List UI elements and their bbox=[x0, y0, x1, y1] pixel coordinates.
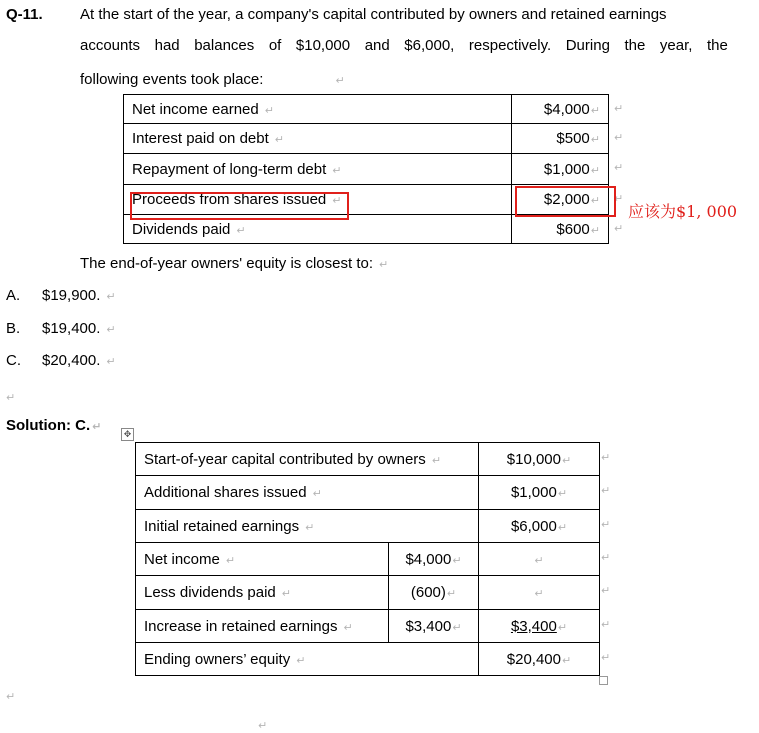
option-letter: A. bbox=[6, 287, 21, 304]
paragraph-mark-icon: ↵ bbox=[379, 259, 389, 271]
solution-row bbox=[136, 476, 600, 510]
solution-label: Additional shares issued bbox=[144, 484, 307, 501]
solution-label: Less dividends paid bbox=[144, 584, 276, 601]
paragraph-mark-icon: ↵ bbox=[236, 224, 246, 237]
question-line-2 bbox=[80, 37, 728, 54]
paragraph-mark-icon: ↵ bbox=[452, 554, 462, 567]
event-amount: $4,000 bbox=[543, 100, 590, 118]
paragraph-mark-icon: ↵ bbox=[106, 356, 116, 368]
paragraph-mark-icon: ↵ bbox=[534, 588, 544, 600]
event-amount: $500 bbox=[556, 130, 590, 147]
row-end-mark-icon: ↵ bbox=[614, 132, 624, 144]
paragraph-mark-icon: ↵ bbox=[305, 521, 315, 534]
question-prompt-text: The end-of-year owners' equity is closest to: bbox=[80, 255, 373, 272]
event-amount-cell bbox=[512, 95, 609, 124]
paragraph-mark-icon: ↵ bbox=[557, 488, 568, 500]
solution-label: Ending owners’ equity bbox=[144, 650, 291, 668]
question-word: $10,000 bbox=[295, 37, 351, 54]
paragraph-mark-icon: ↵ bbox=[557, 521, 568, 534]
paragraph-mark-icon: ↵ bbox=[590, 104, 600, 117]
question-word: During bbox=[565, 37, 610, 54]
option-value: $20,400. bbox=[42, 352, 101, 369]
paragraph-mark-icon: ↵ bbox=[335, 75, 345, 87]
events-table bbox=[123, 94, 609, 244]
question-number: Q-11. bbox=[6, 6, 43, 23]
solution-right-cell bbox=[479, 476, 600, 510]
question-word: and bbox=[364, 37, 390, 54]
paragraph-mark-icon: ↵ bbox=[562, 454, 572, 467]
solution-right-cell bbox=[479, 543, 600, 576]
event-row bbox=[124, 154, 609, 185]
solution-title-text: Solution: C. bbox=[6, 417, 91, 434]
paragraph-mark-icon: ↵ bbox=[557, 621, 568, 634]
solution-table bbox=[135, 442, 600, 676]
event-label-cell bbox=[124, 95, 512, 124]
paragraph-mark-icon: ↵ bbox=[258, 720, 268, 732]
solution-row bbox=[136, 576, 600, 610]
paragraph-mark-icon: ↵ bbox=[431, 454, 442, 467]
solution-row bbox=[136, 610, 600, 643]
event-label: Dividends paid bbox=[132, 220, 231, 238]
paragraph-mark-icon: ↵ bbox=[446, 588, 457, 600]
solution-right-cell bbox=[479, 576, 600, 610]
event-amount: $1,000 bbox=[543, 160, 590, 178]
paragraph-mark-icon: ↵ bbox=[343, 621, 353, 634]
solution-right-value: $20,400 bbox=[506, 650, 561, 668]
paragraph-mark-icon: ↵ bbox=[6, 392, 16, 404]
solution-label: Initial retained earnings bbox=[144, 517, 300, 535]
solution-right-cell bbox=[479, 643, 600, 676]
solution-mid-cell bbox=[389, 576, 479, 610]
paragraph-mark-icon: ↵ bbox=[452, 621, 462, 634]
solution-label: Increase in retained earnings bbox=[144, 617, 338, 635]
paragraph-mark-icon: ↵ bbox=[274, 134, 284, 146]
option-value: $19,400. bbox=[42, 320, 101, 337]
row-end-mark-icon: ↵ bbox=[614, 193, 624, 205]
row-end-mark-icon: ↵ bbox=[614, 162, 624, 174]
question-prompt bbox=[80, 255, 388, 272]
paragraph-mark-icon: ↵ bbox=[264, 104, 274, 117]
solution-label-cell bbox=[136, 543, 389, 576]
solution-mid-value: (600) bbox=[410, 584, 446, 601]
question-line-1: At the start of the year, a company's capital contributed by owners and retained earnings bbox=[80, 6, 667, 23]
solution-label-cell bbox=[136, 610, 389, 643]
option-text bbox=[42, 320, 116, 337]
event-label: Proceeds from shares issued bbox=[132, 191, 327, 208]
solution-mid-value: $4,000 bbox=[405, 550, 452, 568]
paragraph-mark-icon: ↵ bbox=[332, 164, 342, 177]
question-line-3 bbox=[80, 71, 345, 88]
question-word: respectively. bbox=[468, 37, 552, 54]
solution-title bbox=[6, 417, 101, 434]
paragraph-mark-icon: ↵ bbox=[6, 691, 16, 703]
question-word: the bbox=[624, 37, 646, 54]
solution-right-value: $1,000 bbox=[510, 484, 557, 501]
option-letter: B. bbox=[6, 320, 21, 337]
event-label-cell bbox=[124, 154, 512, 185]
solution-row bbox=[136, 510, 600, 543]
highlight-box-label bbox=[130, 192, 349, 220]
question-word: the bbox=[706, 37, 728, 54]
highlight-box-amount bbox=[515, 186, 616, 217]
solution-label-cell bbox=[136, 576, 389, 610]
solution-right-cell bbox=[479, 610, 600, 643]
option-value: $19,900. bbox=[42, 287, 101, 304]
solution-mid-cell bbox=[389, 543, 479, 576]
row-end-mark-icon: ↵ bbox=[601, 585, 611, 597]
question-word: accounts bbox=[80, 37, 141, 54]
question-word: balances bbox=[194, 37, 255, 54]
event-label: Net income earned bbox=[132, 100, 259, 118]
solution-label-cell bbox=[136, 510, 479, 543]
paragraph-mark-icon: ↵ bbox=[590, 195, 600, 207]
row-end-mark-icon: ↵ bbox=[601, 619, 611, 631]
event-label: Repayment of long-term debt bbox=[132, 160, 327, 178]
paragraph-mark-icon: ↵ bbox=[590, 224, 600, 237]
row-end-mark-icon: ↵ bbox=[601, 519, 611, 531]
paragraph-mark-icon: ↵ bbox=[562, 654, 572, 667]
paragraph-mark-icon: ↵ bbox=[296, 654, 306, 667]
solution-mid-cell bbox=[389, 610, 479, 643]
event-amount-cell bbox=[512, 124, 609, 154]
paragraph-mark-icon: ↵ bbox=[106, 291, 116, 303]
row-end-mark-icon: ↵ bbox=[601, 452, 611, 464]
event-amount: $2,000 bbox=[543, 191, 590, 208]
paragraph-mark-icon: ↵ bbox=[106, 324, 116, 336]
solution-label-cell bbox=[136, 443, 479, 476]
row-end-mark-icon: ↵ bbox=[601, 552, 611, 564]
event-label: Interest paid on debt bbox=[132, 130, 269, 147]
solution-label: Start-of-year capital contributed by owners bbox=[144, 450, 426, 468]
event-row bbox=[124, 124, 609, 154]
solution-right-value: $3,400 bbox=[510, 617, 557, 635]
event-row bbox=[124, 95, 609, 124]
paragraph-mark-icon: ↵ bbox=[534, 554, 544, 567]
option-letter: C. bbox=[6, 352, 21, 369]
paragraph-mark-icon: ↵ bbox=[92, 421, 102, 433]
table-resize-handle[interactable] bbox=[599, 676, 608, 685]
paragraph-mark-icon: ↵ bbox=[281, 588, 291, 600]
question-word: $6,000, bbox=[404, 37, 455, 54]
paragraph-mark-icon: ↵ bbox=[332, 195, 342, 207]
solution-row bbox=[136, 643, 600, 676]
solution-row bbox=[136, 543, 600, 576]
event-amount: $600 bbox=[556, 220, 590, 238]
solution-right-value: $6,000 bbox=[510, 517, 557, 535]
question-line-3-text: following events took place: bbox=[80, 71, 264, 88]
row-end-mark-icon: ↵ bbox=[614, 103, 624, 115]
option-text bbox=[42, 287, 116, 304]
solution-right-cell bbox=[479, 443, 600, 476]
correction-note: 应该为$1, 000 bbox=[628, 202, 738, 221]
solution-row bbox=[136, 443, 600, 476]
paragraph-mark-icon: ↵ bbox=[590, 134, 600, 146]
solution-right-value: $10,000 bbox=[506, 450, 561, 468]
solution-label-cell bbox=[136, 643, 479, 676]
question-word: had bbox=[154, 37, 180, 54]
solution-label: Net income bbox=[144, 550, 220, 568]
row-end-mark-icon: ↵ bbox=[614, 223, 624, 235]
event-amount-cell bbox=[512, 215, 609, 244]
solution-label-cell bbox=[136, 476, 479, 510]
paragraph-mark-icon: ↵ bbox=[312, 488, 322, 500]
row-end-mark-icon: ↵ bbox=[601, 652, 611, 664]
paragraph-mark-icon: ↵ bbox=[590, 164, 600, 177]
event-amount-cell bbox=[512, 154, 609, 185]
question-word: year, bbox=[659, 37, 693, 54]
row-end-mark-icon: ↵ bbox=[601, 485, 611, 497]
solution-mid-value: $3,400 bbox=[405, 617, 452, 635]
event-label-cell bbox=[124, 124, 512, 154]
table-move-handle-icon[interactable]: ✥ bbox=[121, 428, 134, 441]
question-word: of bbox=[268, 37, 282, 54]
paragraph-mark-icon: ↵ bbox=[225, 554, 236, 567]
option-text bbox=[42, 352, 116, 369]
solution-right-cell bbox=[479, 510, 600, 543]
